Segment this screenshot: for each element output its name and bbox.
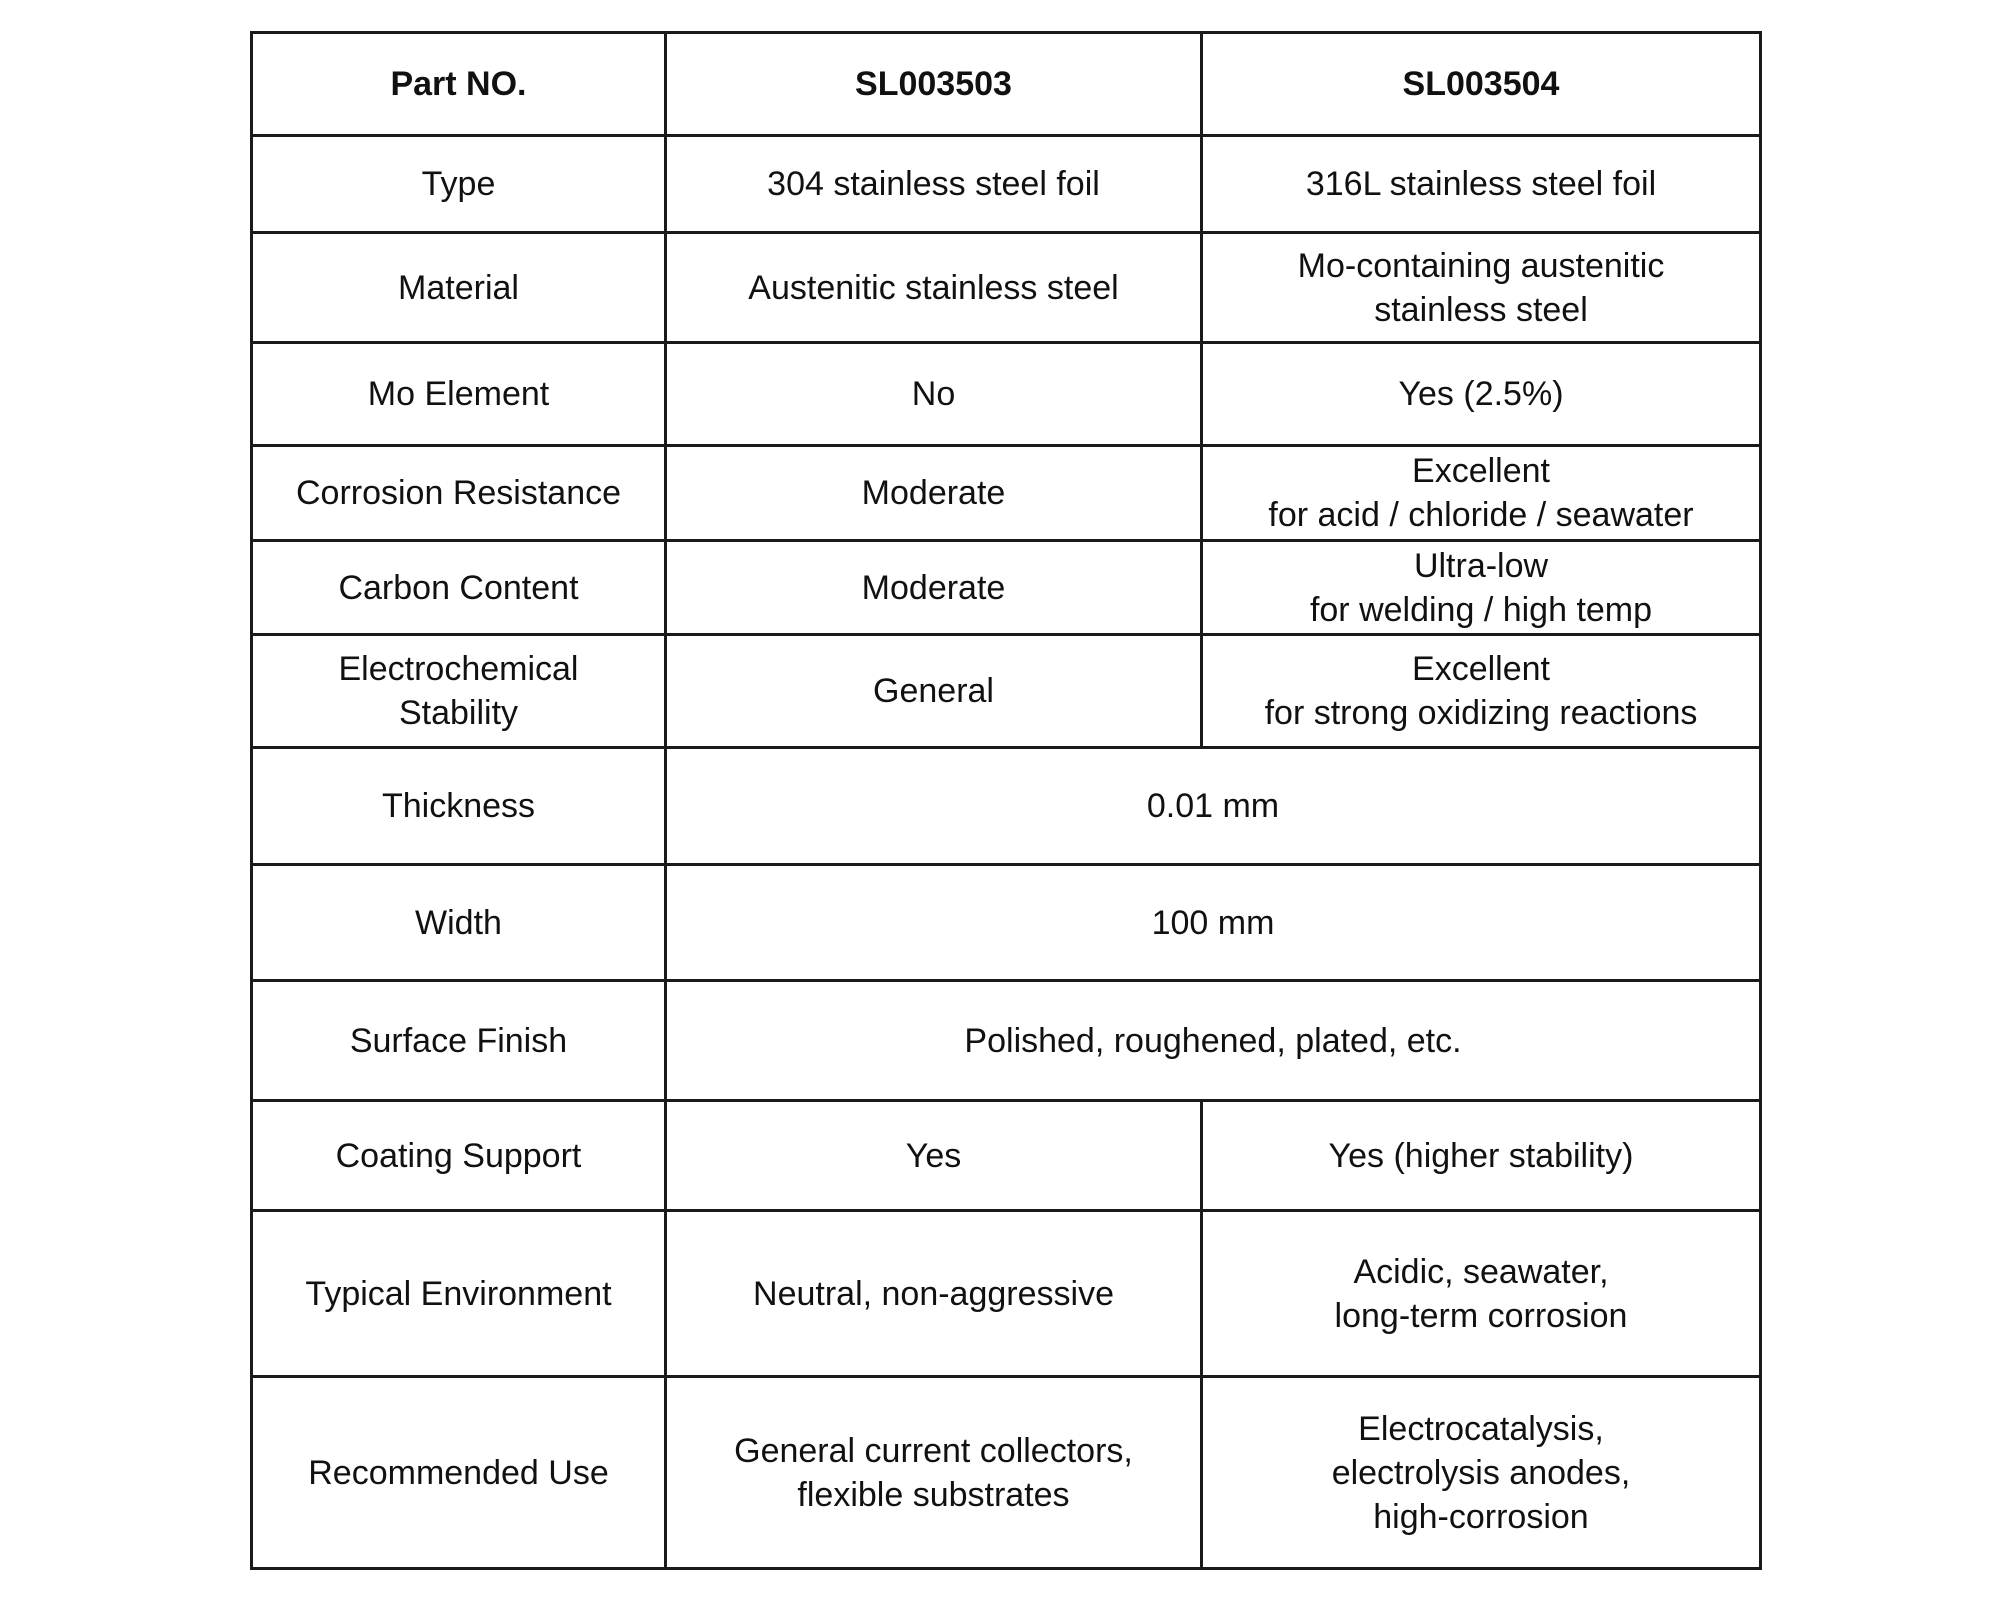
cell-sl003503: No <box>666 343 1202 446</box>
cell-sl003503: General current collectors, flexible substrates <box>666 1377 1202 1569</box>
cell-sl003504: Mo-containing austenitic stainless steel <box>1202 233 1761 343</box>
cell-sl003504: Electrocatalysis, electrolysis anodes, high-corrosion <box>1202 1377 1761 1569</box>
table-row <box>252 446 1761 541</box>
merged-cell: 0.01 mm <box>666 748 1761 865</box>
cell-sl003504: 316L stainless steel foil <box>1202 136 1761 233</box>
table-row <box>252 865 1761 981</box>
cell-sl003503: General <box>666 635 1202 748</box>
table-row <box>252 635 1761 748</box>
cell-sl003504: Excellent for acid / chloride / seawater <box>1202 446 1761 541</box>
row-label: Recommended Use <box>252 1377 666 1569</box>
merged-cell: 100 mm <box>666 865 1761 981</box>
row-label: Type <box>252 136 666 233</box>
table-header-row <box>252 33 1761 136</box>
row-label: Material <box>252 233 666 343</box>
row-label: Electrochemical Stability <box>252 635 666 748</box>
table-row <box>252 981 1761 1101</box>
table-row <box>252 233 1761 343</box>
cell-sl003504: Yes (2.5%) <box>1202 343 1761 446</box>
cell-sl003503: Neutral, non-aggressive <box>666 1211 1202 1377</box>
row-label: Mo Element <box>252 343 666 446</box>
table-row <box>252 748 1761 865</box>
row-label: Surface Finish <box>252 981 666 1101</box>
table-row <box>252 1377 1761 1569</box>
specification-table <box>250 31 1762 1570</box>
cell-sl003504: Excellent for strong oxidizing reactions <box>1202 635 1761 748</box>
row-label: Carbon Content <box>252 541 666 635</box>
cell-sl003503: Austenitic stainless steel <box>666 233 1202 343</box>
cell-sl003503: Moderate <box>666 446 1202 541</box>
header-part-no: Part NO. <box>252 33 666 136</box>
cell-sl003503: 304 stainless steel foil <box>666 136 1202 233</box>
table-row <box>252 1211 1761 1377</box>
table-row <box>252 1101 1761 1211</box>
cell-sl003503: Yes <box>666 1101 1202 1211</box>
cell-sl003503: Moderate <box>666 541 1202 635</box>
cell-sl003504: Ultra-low for welding / high temp <box>1202 541 1761 635</box>
header-sl003503: SL003503 <box>666 33 1202 136</box>
row-label: Typical Environment <box>252 1211 666 1377</box>
header-sl003504: SL003504 <box>1202 33 1761 136</box>
row-label: Width <box>252 865 666 981</box>
table-row <box>252 541 1761 635</box>
cell-sl003504: Acidic, seawater, long-term corrosion <box>1202 1211 1761 1377</box>
table-row <box>252 343 1761 446</box>
table-row <box>252 136 1761 233</box>
row-label: Coating Support <box>252 1101 666 1211</box>
row-label: Thickness <box>252 748 666 865</box>
merged-cell: Polished, roughened, plated, etc. <box>666 981 1761 1101</box>
row-label: Corrosion Resistance <box>252 446 666 541</box>
cell-sl003504: Yes (higher stability) <box>1202 1101 1761 1211</box>
